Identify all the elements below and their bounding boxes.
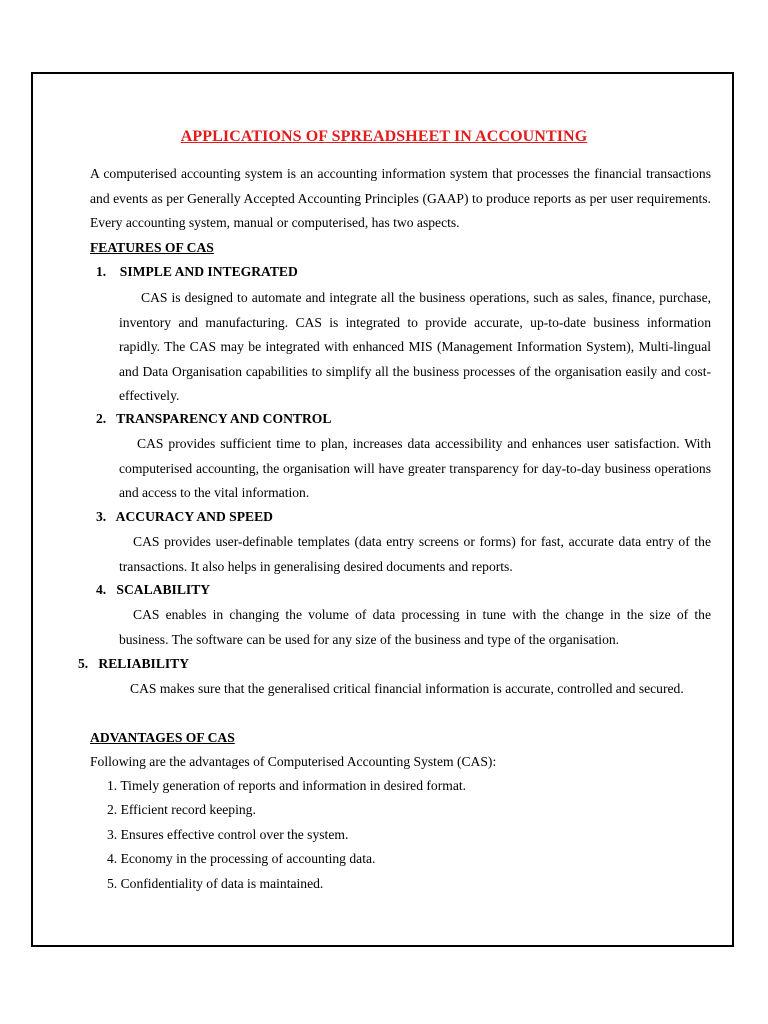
advantage-item-3: 3. Ensures effective control over the system. — [107, 827, 349, 842]
features-heading: FEATURES OF CAS — [90, 240, 214, 255]
advantages-intro: Following are the advantages of Computerised Accounting System (CAS): — [90, 754, 497, 769]
intro-paragraph: A computerised accounting system is an accounting information system that processes the financial transactions and events as per Generally Accepted Accounting Principles (GAAP) to produce reports as per user requirements. Every accounting system, manual or computerised, has two aspects. — [90, 166, 711, 230]
feature-5-label: RELIABILITY — [98, 656, 190, 671]
feature-4-title — [96, 582, 210, 598]
feature-3-body: CAS provides user-definable templates (data entry screens or forms) for fast, accurate data entry of the transactions. It also helps in generalising desired documents and reports. — [119, 534, 711, 574]
feature-2-label: TRANSPARENCY AND CONTROL — [116, 411, 332, 426]
feature-2-number: 2. — [96, 411, 107, 426]
advantage-item-1: 1. Timely generation of reports and information in desired format. — [107, 778, 467, 793]
feature-1-number: 1. — [96, 264, 107, 279]
feature-4-number: 4. — [96, 582, 107, 597]
feature-2-body: CAS provides sufficient time to plan, increases data accessibility and enhances user satisfaction. With computerised accounting, the organisation will have greater transparency for day-to-day business operations and access to the vital information. — [119, 436, 711, 500]
feature-5-title — [78, 656, 189, 672]
advantage-item-4: 4. Economy in the processing of accounting data. — [107, 851, 376, 866]
feature-1-body: CAS is designed to automate and integrate all the business operations, such as sales, finance, purchase, inventory and manufacturing. CAS is integrated to provide accurate, up-to-date business information rapidly. The CAS may be integrated with enhanced MIS (Management Information System), Multi-lingual and Data Organisation capabilities to simplify all the business processes of the organisation easily and cost-effectively. — [119, 290, 711, 403]
feature-3-number: 3. — [96, 509, 107, 524]
advantage-item-5: 5. Confidentiality of data is maintained. — [107, 876, 324, 891]
feature-1-title — [96, 264, 298, 280]
feature-4-body: CAS enables in changing the volume of data processing in tune with the change in the size of the business. The software can be used for any size of the business and type of the organisation. — [119, 607, 711, 647]
feature-5-body: CAS makes sure that the generalised critical financial information is accurate, controlled and secured. — [130, 681, 684, 696]
advantage-item-2: 2. Efficient record keeping. — [107, 802, 256, 817]
feature-2-title — [96, 411, 331, 427]
feature-5-number: 5. — [78, 656, 89, 671]
page-title: APPLICATIONS OF SPREADSHEET IN ACCOUNTING — [180, 128, 588, 145]
feature-3-title — [96, 509, 273, 525]
feature-3-label: ACCURACY AND SPEED — [115, 509, 273, 524]
feature-1-label: SIMPLE AND INTEGRATED — [119, 264, 298, 279]
advantages-heading: ADVANTAGES OF CAS — [90, 730, 235, 745]
feature-4-label: SCALABILITY — [116, 582, 211, 597]
